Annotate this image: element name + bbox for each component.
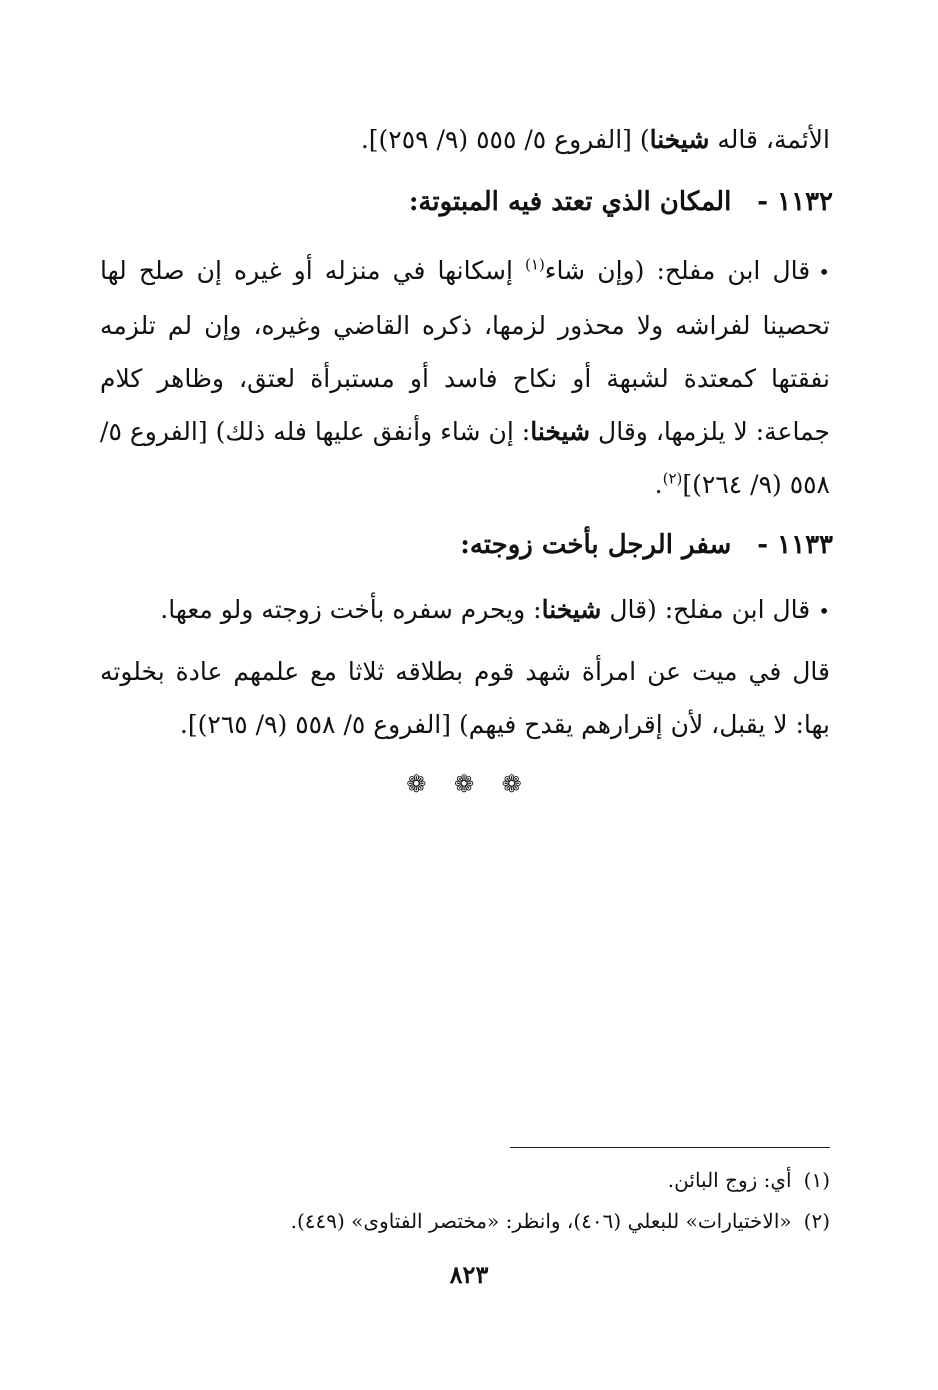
- carryover-bold: شيخنا: [649, 125, 710, 154]
- footnote-text: أي: زوج البائن.: [667, 1168, 792, 1192]
- paragraph-text: قال في ميت عن امرأة شهد قوم بطلاقه ثلاثا مع علمهم عادة بخلوته بها: لا يقبل، لأن إقرارهم يقدح فيهم) [الفروع ٥/ ٥٥٨ (٩/ ٢٦٥)].: [100, 657, 830, 739]
- paragraph-text: قال ابن مفلح: (قال: [601, 595, 811, 624]
- bullet: •: [818, 260, 830, 284]
- footnote-marker: (١): [525, 255, 545, 274]
- section-title: سفر الرجل بأخت زوجته:: [460, 530, 732, 560]
- carryover-ref: ) [الفروع ٥/ ٥٥٥ (٩/ ٢٥٩)].: [360, 125, 650, 154]
- footnote-2: [291, 1204, 830, 1238]
- footnote-divider: [510, 1147, 830, 1148]
- paragraph-text: قال ابن مفلح: (وإن شاء: [544, 256, 811, 285]
- footnote-marker: (٢): [662, 469, 683, 488]
- footnote-number: (٢): [803, 1209, 830, 1233]
- section-ornament: ❁ ❁ ❁: [406, 770, 532, 798]
- section-paragraph-1132: [100, 244, 830, 511]
- carryover-line: [361, 120, 830, 160]
- section-number: ١١٣٢ -: [757, 187, 833, 217]
- paragraph-bold: شيخنا: [541, 595, 602, 624]
- section-number: ١١٣٣ -: [757, 530, 833, 560]
- footnote-1: [668, 1163, 830, 1197]
- carryover-text: الأئمة، قاله: [709, 125, 830, 154]
- section-heading-1132: [409, 182, 833, 222]
- page-number: ٨٢٣: [449, 1260, 489, 1289]
- paragraph-end: .: [654, 470, 663, 499]
- paragraph-bold: شيخنا: [530, 417, 591, 446]
- paragraph-text: إسكانها في منزله أو غيره إن صلح لها تحصينا لفراشه ولا محذور لزمها، ذكره القاضي وغيره، وإن لم تلزمه نفقتها كمعتدة لشبهة أو نكاح فاسد أو مستبرأة لعتق، وظاهر كلام جماعة: لا يلزمها، وقال: [100, 256, 830, 446]
- paragraph-text: : إن شاء وأنفق عليها فله ذلك) [الفروع ٥/ ٥٥٨ (٩/ ٢٦٤)]: [100, 417, 830, 499]
- section-paragraph-1133: [100, 583, 830, 638]
- bullet: •: [818, 599, 830, 623]
- paragraph-text: : ويحرم سفره بأخت زوجته ولو معها.: [160, 595, 542, 624]
- section-title: المكان الذي تعتد فيه المبتوتة:: [408, 187, 732, 217]
- section-paragraph-1133-continued: [100, 645, 830, 751]
- footnote-number: (١): [803, 1168, 830, 1192]
- section-heading-1133: [460, 525, 833, 565]
- footnote-text: «الاختيارات» للبعلي (٤٠٦)، وانظر: «مختصر الفتاوى» (٤٤٩).: [290, 1209, 792, 1233]
